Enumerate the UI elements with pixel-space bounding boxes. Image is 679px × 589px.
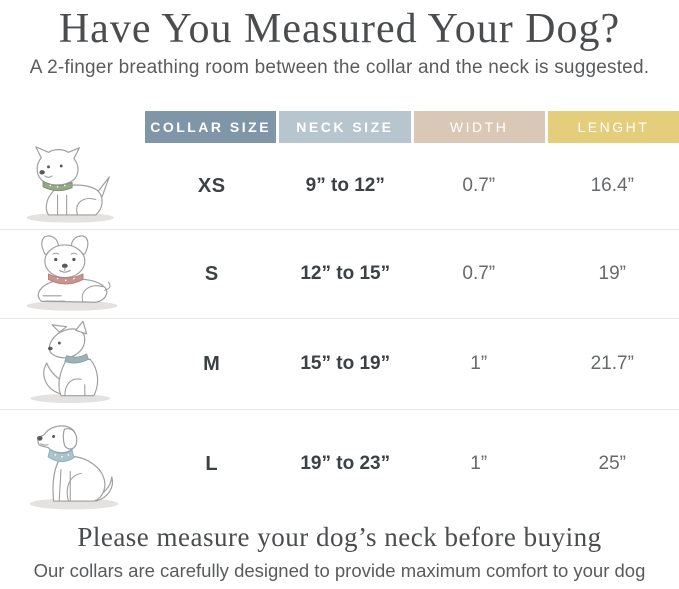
width-value: 0.7” (462, 263, 496, 284)
table-body (0, 143, 679, 518)
column-header-collar-size: COLLAR SIZE (145, 111, 276, 143)
table-row-xs (0, 143, 679, 229)
length-value: 21.7” (590, 353, 634, 374)
table-header (145, 111, 679, 143)
collar-size-value: XS (197, 174, 226, 197)
column-header-length: LENGHT (548, 111, 679, 143)
collar-size-value: M (203, 352, 221, 375)
page-subtitle: A 2-finger breathing room between the collar and the neck is suggested. (29, 57, 650, 78)
table-row-m (0, 319, 679, 409)
collar-size-value: S (204, 262, 219, 285)
neck-size-value: 15” to 19” (300, 353, 391, 374)
dog-cell (0, 230, 145, 318)
width-value: 0.7” (462, 175, 496, 196)
width-value: 1” (470, 353, 488, 374)
length-value: 25” (598, 453, 626, 474)
length-value: 19” (598, 263, 626, 284)
column-header-neck-size: NECK SIZE (279, 111, 410, 143)
labrador-icon (13, 418, 133, 514)
footer-title: Please measure your dog’s neck before buying (77, 522, 602, 552)
dog-cell (0, 410, 145, 518)
terrier-icon (14, 321, 132, 405)
french-bulldog-icon (14, 234, 132, 314)
column-header-width: WIDTH (414, 111, 545, 143)
dog-cell (0, 143, 145, 229)
length-value: 16.4” (590, 175, 634, 196)
table-row-l (0, 410, 679, 518)
neck-size-value: 9” to 12” (305, 175, 385, 196)
table-row-s (0, 230, 679, 318)
collar-size-value: L (205, 452, 219, 475)
dog-cell (0, 319, 145, 409)
neck-size-value: 19” to 23” (300, 453, 391, 474)
page-title: Have You Measured Your Dog? (58, 6, 621, 52)
footer-subtitle: Our collars are carefully designed to provide maximum comfort to your dog (33, 560, 646, 581)
west-highland-terrier-icon (14, 145, 132, 225)
width-value: 1” (470, 453, 488, 474)
neck-size-value: 12” to 15” (300, 263, 391, 284)
